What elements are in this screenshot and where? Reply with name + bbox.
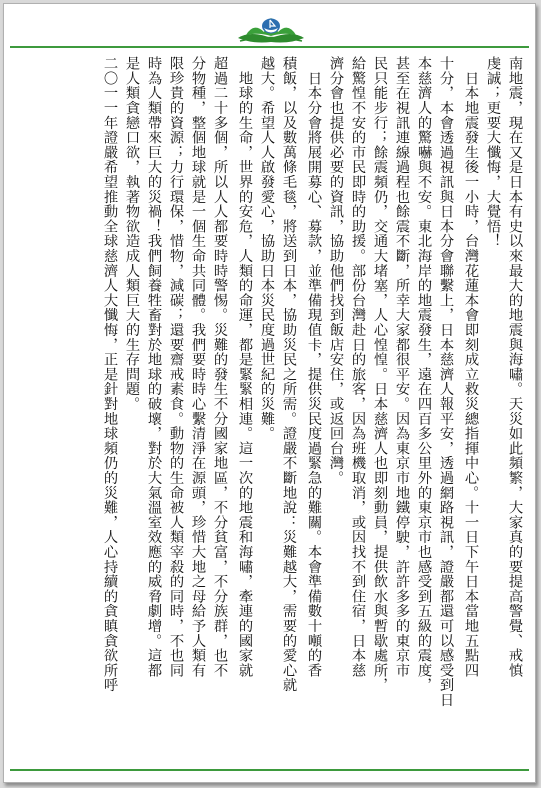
text-column: 本慈濟人的驚嚇與不安。東北海岸的地震發生，遠在四百多公里外的東京市也感受到五級的震度， [416,56,432,693]
letter-page [3,3,536,783]
text-column: 越大。希望人人啟發愛心，協助日本災民度過世紀的災難。 [259,56,275,441]
text-column: 是人類貪戀口欲，執著物欲造成人類巨大的生存問題。 [124,56,140,412]
text-column: 濟分會也提供必要的資訊，協助他們找到飯店安住，或返回台灣。 [328,56,344,486]
letter-body [14,56,526,762]
text-column: 超過二十多個，所以人人都要時時警惕。災難的發生不分國家地區，不分貧富，不分族群，也不 [212,56,228,678]
header-rule [10,46,529,48]
text-column: 民只能步行；餘震頻仍，交通大堵塞，人心惶惶。日本慈濟人也即刻動員，提供飲水與暫歇處所， [372,56,388,693]
text-column: 分物種，整個地球就是一個生命共同體。我們要時時心繫清淨在源頭，珍惜大地之母給予人類有 [190,56,206,678]
text-column: 日本地震發生後一小時，台灣花蓮本會即刻成立救災總指揮中心。十一日下午日本當地五點四 [463,56,479,678]
text-column: 南地震，現在又是日本有史以來最大的地震與海嘯。天災如此頻繁，大家真的要提高警覺、戒慎 [507,56,523,678]
tzu-chi-lotus-logo [230,8,312,46]
footer-rule [10,769,529,771]
text-column: 二〇一一年證嚴希望推動全球慈濟人大懺悔，正是針對地球頻仍的災難，人心持續的貪瞋貪欲所呼 [102,56,118,693]
text-column: 虔誠；更要大懺悔，大覺悟！ [485,56,501,249]
text-column: 限珍貴的資源；力行環保，惜物，減碳；還要齋戒素食。動物的生命被人類宰殺的同時，不也同 [168,56,184,678]
text-column: 積飯，以及數萬條毛毯，將送到日本，協助災民之所需。證嚴不斷地說：災難越大，需要的愛心就 [281,56,297,693]
text-column: 時為人類帶來巨大的災禍！我們飼養牲畜對於地球的破壞，對於大氣溫室效應的威脅劇增。這都 [146,56,162,678]
text-column: 地球的生命，世界的安危，人類的命運，都是緊緊相連。這一次的地震和海嘯，牽連的國家就 [237,56,253,678]
text-column: 十分，本會透過視訊與日本分會聯繫上，日本慈濟人報平安，透過網路視訊，證嚴都還可以感受到日 [438,56,454,708]
text-column: 甚至在視訊連線過程也餘震不斷，所幸大家都很平安。因為東京市地鐵停駛，許許多多的東京市 [394,56,410,678]
text-column: 給驚惶不安的市民即時的助援。部份台灣赴日的旅客，因為班機取消，或因找不到住宿，日本慈 [350,56,366,678]
text-column: 日本分會將展開募心、募款，並準備現值卡，提供災民度過緊急的難關。本會準備數十噸的香 [306,56,322,678]
